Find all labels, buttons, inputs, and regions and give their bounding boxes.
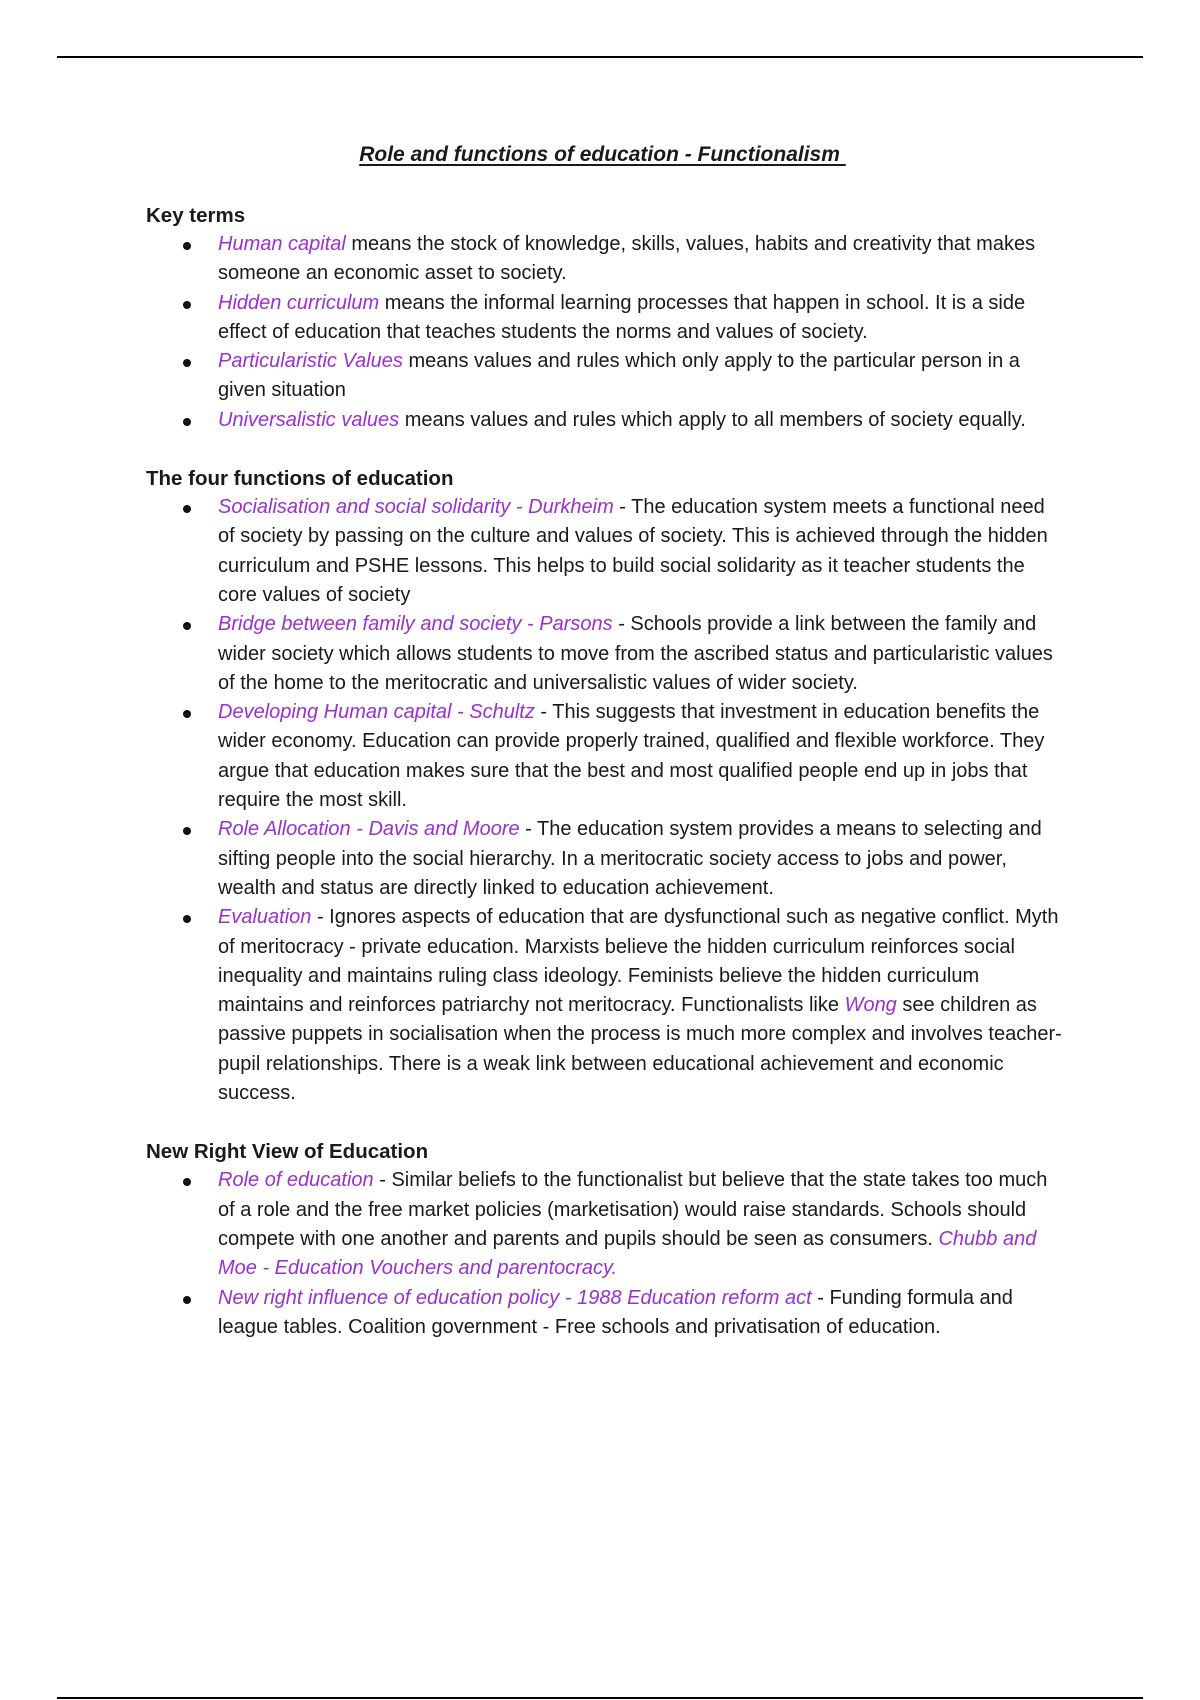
term-definition: means the stock of knowledge, skills, values, habits and creativity that makes someone an economic asset to society.	[218, 233, 1036, 285]
theorist-name: Chubb and Moe - Education Vouchers and parentocracy.	[218, 1227, 1037, 1280]
key-term: Human capital	[218, 233, 346, 255]
bullet-icon	[183, 242, 191, 250]
function-term: Role Allocation - Davis and Moore	[218, 818, 520, 841]
list-item	[146, 610, 1066, 698]
list-item	[146, 493, 1066, 610]
list-item	[146, 406, 1066, 435]
function-description: - This suggests that investment in education benefits the wider economy. Education can provide properly trained, qualified and flexible workforce. They argue that education makes sure that the best and most qualified people end up in jobs that require the most skill.	[218, 701, 1045, 812]
list-item	[146, 1284, 1066, 1343]
view-term: Role of education	[218, 1169, 374, 1192]
bullet-icon	[183, 505, 191, 513]
function-term: Bridge between family and society - Parsons	[218, 613, 613, 636]
section-new-right	[146, 1137, 1066, 1342]
list-item	[146, 347, 1066, 406]
list-item	[146, 230, 1066, 289]
function-description: see children as passive puppets in socialisation when the process is much more complex and involves teacher-pupil relationships. There is a weak link between educational achievement and economic success.	[218, 994, 1062, 1105]
bottom-divider	[57, 1697, 1143, 1699]
key-term: Hidden curriculum	[218, 291, 380, 314]
term-definition: means values and rules which only apply to the particular person in a given situation	[218, 350, 1020, 402]
section-key-terms	[146, 201, 1066, 435]
bullet-icon	[183, 915, 191, 923]
section-four-functions	[146, 464, 1066, 1108]
view-description: - Similar beliefs to the functionalist but believe that the state takes too much of a role and the free market policies (marketisation) would raise standards. Schools should compete with one another and parents and pupils should be seen as consumers.	[218, 1169, 1048, 1250]
section-heading: New Right View of Education	[146, 1140, 429, 1164]
bullet-icon	[183, 1296, 191, 1304]
section-heading: The four functions of education	[146, 467, 454, 491]
list-item	[146, 289, 1066, 348]
bullet-icon	[183, 827, 191, 835]
top-divider	[57, 56, 1143, 58]
function-term: Developing Human capital - Schultz	[218, 701, 535, 724]
function-description: - Schools provide a link between the family and wider society which allows students to move from the ascribed status and particularistic values of the home to the meritocratic and universalistic values of wider society.	[218, 613, 1053, 694]
view-term: New right influence of education policy - 1988 Education reform act	[218, 1286, 812, 1309]
bullet-icon	[183, 418, 191, 426]
function-description: - Ignores aspects of education that are dysfunctional such as negative conflict. Myth of meritocracy - private education. Marxists believe the hidden curriculum reinforces social inequality and maintains ruling class ideology. Feminists believe the hidden curriculum maintains and reinforces patriarchy not meritocracy. Functionalists like	[218, 906, 1059, 1017]
four-functions-list	[146, 493, 1066, 1108]
list-item	[146, 698, 1066, 815]
function-description: - The education system meets a functional need of society by passing on the culture and values of society. This is achieved through the hidden curriculum and PSHE lessons. This helps to build social solidarity as it teacher students the core values of society	[218, 496, 1048, 606]
list-item	[146, 815, 1066, 903]
page-title: Role and functions of education - Functionalism	[359, 143, 846, 166]
bullet-icon	[183, 359, 191, 367]
document-body	[146, 201, 1066, 1371]
key-term: Particularistic Values	[218, 350, 403, 373]
key-terms-list	[146, 230, 1066, 435]
bullet-icon	[183, 622, 191, 630]
term-definition: means the informal learning processes that happen in school. It is a side effect of education that teaches students the norms and values of society.	[218, 291, 1026, 343]
new-right-list	[146, 1166, 1066, 1342]
term-definition: means values and rules which apply to all members of society equally.	[399, 408, 1026, 431]
theorist-name: Wong	[844, 994, 897, 1017]
section-heading: Key terms	[146, 204, 246, 227]
bullet-icon	[183, 301, 191, 309]
bullet-icon	[183, 710, 191, 718]
list-item	[146, 1166, 1066, 1283]
view-description: - Funding formula and league tables. Coalition government - Free schools and privatisation of education.	[218, 1286, 1013, 1338]
function-term: Socialisation and social solidarity - Durkheim	[218, 496, 614, 519]
bullet-icon	[183, 1178, 191, 1186]
list-item	[146, 903, 1066, 1108]
function-term: Evaluation	[218, 906, 312, 929]
key-term: Universalistic values	[218, 408, 400, 431]
function-description: - The education system provides a means to selecting and sifting people into the social hierarchy. In a meritocratic society access to jobs and power, wealth and status are directly linked to education achievement.	[218, 818, 1042, 899]
